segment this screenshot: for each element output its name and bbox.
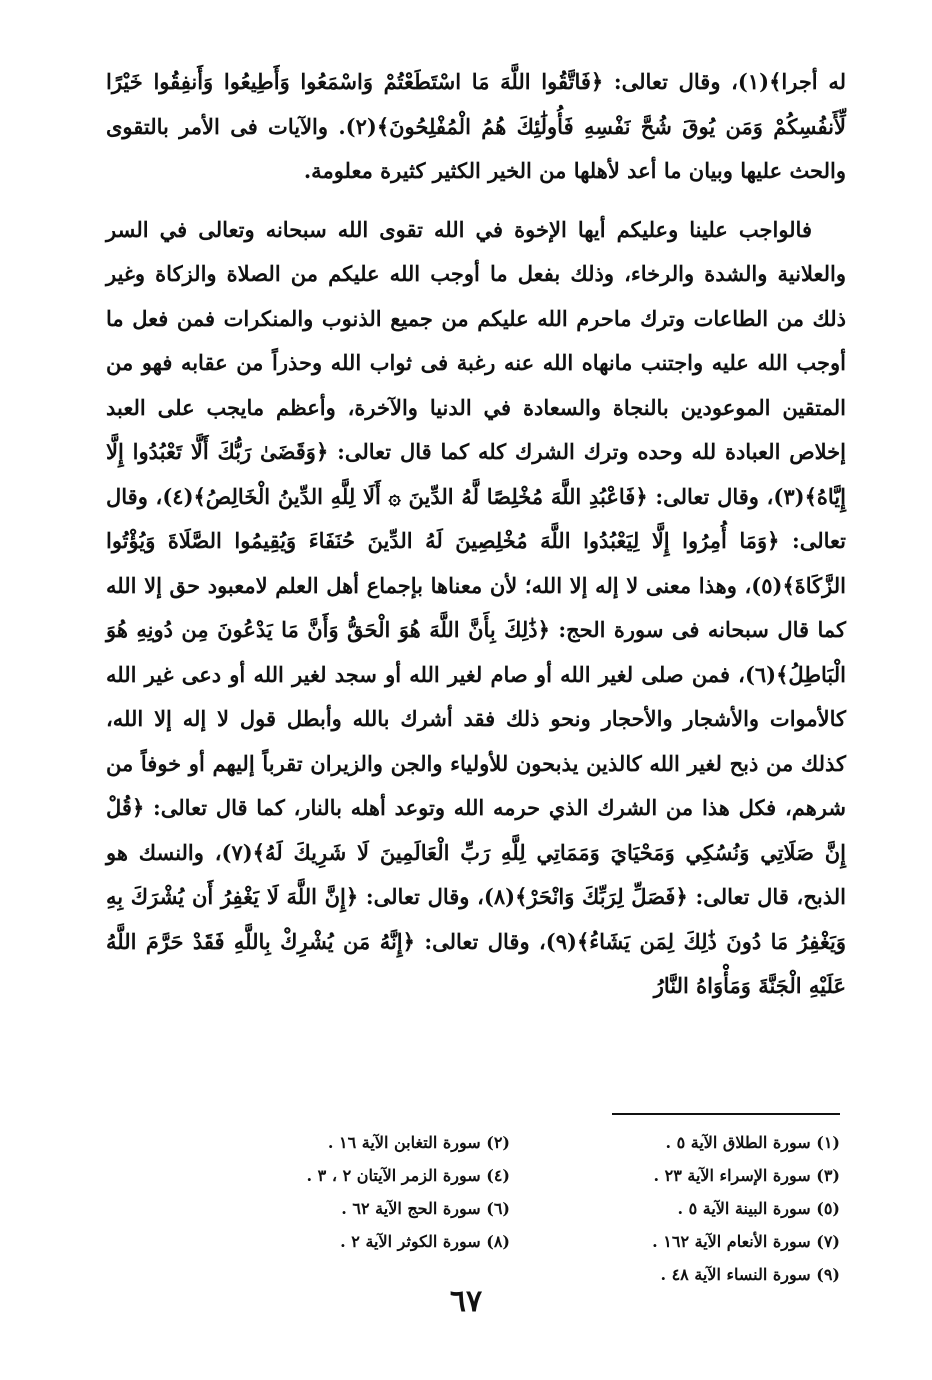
footnote-8: (٨) سورة الكوثر الآية ٢ . [340,1232,510,1251]
footnote-5: (٥) سورة البينة الآية ٥ . [677,1199,840,1218]
footnote-3: (٣) سورة الإسراء الآية ٢٣ . [653,1166,840,1185]
page-number: ٦٧ [449,1284,483,1319]
footnote-4: (٤) سورة الزمر الآيتان ٢ ، ٣ . [306,1166,510,1185]
footnote-2: (٢) سورة التغابن الآية ١٦ . [327,1133,510,1152]
footnote-9: (٩) سورة النساء الآية ٤٨ . [660,1265,840,1284]
footnote-separator [612,1113,840,1115]
footnote-7: (٧) سورة الأنعام الآية ١٦٢ . [652,1232,840,1251]
footnotes-right-column [600,1126,840,1291]
footnote-1: (١) سورة الطلاق الآية ٥ . [665,1133,840,1152]
paragraph-2: فالواجب علينا وعليكم أيها الإخوة في الله تقوى الله سبحانه وتعالى في السر والعلانية والشدة والرخاء، وذلك بفعل ما أوجب الله عليكم من الصلاة والزكاة وغير ذلك من الطاعات وترك ماحرم الله عليكم من جميع الذنوب والمنكرات فمن فعل ما أوجب الله عليه واجتنب مانهاه الله عنه رغبة فى ثواب الله وحذراً من عقابه فهو من المتقين الموعودين بالنجاة والسعادة في الدنيا والآخرة، وأعظم مايجب على العبد إخلاص العبادة لله وحده وترك الشرك كله كما قال تعالى: ﴿وَقَضَىٰ رَبُّكَ أَلَّا تَعْبُدُوا إِلَّا إِيَّاهُ﴾(٣)، وقال تعالى: ﴿فَاعْبُدِ اللَّهَ مُخْلِصًا لَّهُ الدِّينَ ۞ أَلَا لِلَّهِ الدِّينُ الْخَالِصُ﴾(٤)، وقال تعالى: ﴿وَمَا أُمِرُوا إِلَّا لِيَعْبُدُوا اللَّهَ مُخْلِصِينَ لَهُ الدِّينَ حُنَفَاءَ وَيُقِيمُوا الصَّلَاةَ وَيُؤْتُوا الزَّكَاةَ﴾(٥)، وهذا معنى لا إله إلا الله؛ لأن معناها بإجماع أهل العلم لامعبود حق إلا الله كما قال سبحانه فى سورة الحج: ﴿ذَٰلِكَ بِأَنَّ اللَّهَ هُوَ الْحَقُّ وَأَنَّ مَا يَدْعُونَ مِن دُونِهِ هُوَ الْبَاطِلُ﴾(٦)، فمن صلى لغير الله أو صام لغير الله أو سجد لغير الله أو دعى غير الله كالأموات والأشجار والأحجار ونحو ذلك فقد أشرك بالله وأبطل قول لا إله إلا الله، كذلك من ذبح لغير الله كالذين يذبحون للأولياء والجن والزيران تقرباً إليهم أو خوفاً من شرهم، فكل هذا من الشرك الذي حرمه الله وتوعد أهله بالنار، كما قال تعالى: ﴿قُلْ إِنَّ صَلَاتِي وَنُسُكِي وَمَحْيَايَ وَمَمَاتِي لِلَّهِ رَبِّ الْعَالَمِينَ لَا شَرِيكَ لَهُ﴾(٧)، والنسك هو الذبح، قال تعالى: ﴿فَصَلِّ لِرَبِّكَ وَانْحَرْ﴾(٨)، وقال تعالى: ﴿إِنَّ اللَّهَ لَا يَغْفِرُ أَن يُشْرَكَ بِهِ وَيَغْفِرُ مَا دُونَ ذَٰلِكَ لِمَن يَشَاءُ﴾(٩)، وقال تعالى: ﴿إِنَّهُ مَن يُشْرِكْ بِاللَّهِ فَقَدْ حَرَّمَ اللَّهُ عَلَيْهِ الْجَنَّةَ وَمَأْوَاهُ النَّارُ [106,216,846,998]
footnote-6: (٦) سورة الحج الآية ٦٢ . [341,1199,510,1218]
footnotes-left-column [270,1126,510,1258]
paragraph-1: له أجرا﴾(١)، وقال تعالى: ﴿فَاتَّقُوا اللَّهَ مَا اسْتَطَعْتُمْ وَاسْمَعُوا وَأَطِيعُوا وَأَنفِقُوا خَيْرًا لِّأَنفُسِكُمْ وَمَن يُوقَ شُحَّ نَفْسِهِ فَأُولَٰئِكَ هُمُ الْمُفْلِحُونَ﴾(٢). والآيات فى الأمر بالتقوى والحث عليها وبيان ما أعد لأهلها من الخير الكثير كثيرة معلومة. [106,69,846,183]
main-text [106,60,846,1009]
